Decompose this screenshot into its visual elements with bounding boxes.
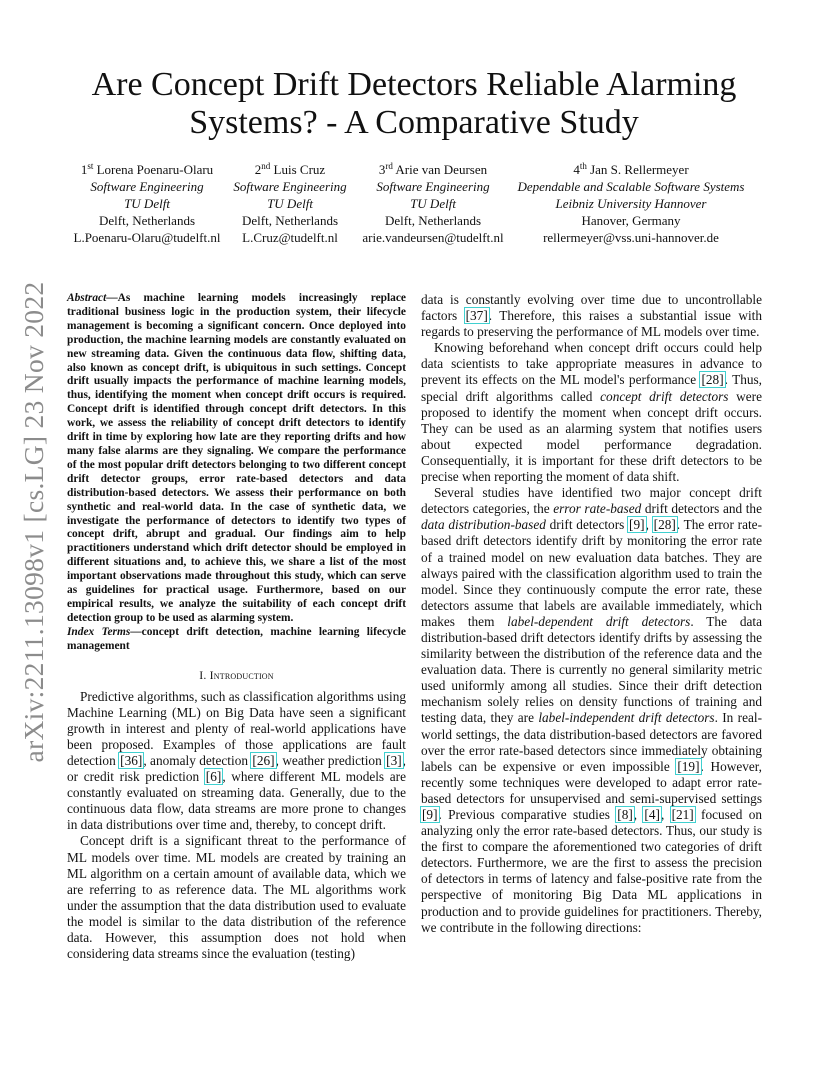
index-terms [67, 626, 406, 654]
author-block-3 [354, 161, 512, 246]
author-email: L.Poenaru-Olaru@tudelft.nl [73, 230, 221, 245]
right-column [421, 292, 762, 936]
index-terms-label: Index Terms [67, 625, 131, 638]
citation-link[interactable]: [21] [671, 807, 694, 822]
intro-paragraph-3: Knowing beforehand when concept drift occurs could help data scientists to take appropriate measures in advance to prevent its effects on the ML model's performance [28]. Thus, special drift algorithms called concept drift detectors were proposed to identify the moment when concept drift occurs. They can be used as an alarming system that notifies users about expected model performance degradation. Consequentially, it is important for these drift detectors to be precise when reporting the moment of data shift. [421, 340, 763, 485]
citation-link[interactable]: [36] [120, 752, 143, 768]
title-line-1: Are Concept Drift Detectors Reliable Alarming [91, 66, 737, 103]
intro-paragraph-1: Predictive algorithms, such as classification algorithms using Machine Learning (ML) on Big Data have seen a significant growth in interest and plenty of real-world applications have been proposed. Examples of those applications are fault detection [36], anomaly detection [26], weather prediction [3], or credit risk prediction [6], where different ML models are constantly evaluated on streaming data. Generally, due to the continuous data flow, data streams are more prone to changes in data distributions over time and, thereby, to concept drift. [67, 688, 406, 833]
author-name: 2nd Luis Cruz [254, 161, 326, 177]
citation-link[interactable]: [6] [205, 769, 222, 785]
citation-link[interactable]: [9] [422, 807, 438, 822]
author-institution: Leibniz University Hannover [555, 196, 707, 211]
author-email: arie.vandeursen@tudelft.nl [362, 230, 504, 245]
left-column [67, 292, 406, 962]
citation-link[interactable]: [3] [386, 752, 402, 768]
author-location: Hanover, Germany [581, 213, 681, 228]
intro-paragraph-4: Several studies have identified two major concept drift detectors categories, the error rate-based drift detectors and the data distribution-based drift detectors [9], [28]. The error rate-based drift detectors identify drift by monitoring the error rate of a trained model on new evaluation data batches. They are always paired with the classification algorithm used to train the model. Since they continuously compute the error rate, these detectors assume that labels are available immediately, which makes them label-dependent drift detectors. The data distribution-based drift detectors identify drifts by assessing the similarity between the distribution of the reference data and the evaluation data. There is currently no general similarity metric used uniformly among all studies. Since their drift detection mechanism solely relies on density functions of training and testing data, they are label-independent drift detectors. In real-world settings, the data distribution-based detectors are favored over the error rate-based detectors since immediately obtaining labels can be expensive or even impossible [19]. However, recently some techniques were developed to adapt error rate-based detectors for unsupervised and semi-supervised settings [9]. Previous comparative studies [8], [4], [21] focused on analyzing only the error rate-based detectors. Thus, our study is the first to compare the aforementioned two categories of drift detectors. Furthermore, we are the first to assess the precision of detectors in terms of latency and false-positive rate from the perspective of monitoring Big Data ML applications in production and to provide guidelines for practitioners. Thereby, we contribute in the following directions: [421, 485, 762, 935]
author-block-4 [508, 161, 754, 246]
citation-link[interactable]: [28] [653, 517, 676, 533]
author-institution: TU Delft [410, 196, 456, 211]
author-name: 4th Jan S. Rellermeyer [573, 161, 689, 177]
author-department: Dependable and Scalable Software Systems [517, 179, 745, 194]
abstract-text: —As machine learning models increasingly replace traditional business logic in the production system, their lifecycle management is becoming a significant concern. Once deployed into production, the machine learning models are constantly evaluated on new streaming data. Given the continuous data flow, shifting data, also known as concept drift, is ubiquitous in such settings. Concept drift usually impacts the performance of machine learning models, thus, identifying the moment when concept drift occurs is required. Concept drift is identified through concept drift detectors. In this work, we assess the reliability of concept drift detectors to identify drift in time by exploring how late are they reporting drifts and how many false alarms are they signaling. We compare the performance of the most popular drift detectors belonging to two different concept drift detector groups, error rate-based detectors and data distribution-based detectors. We assess their performance on both synthetic and real-world data. In the case of synthetic data, we investigate the performance of detectors to identify two types of concept drift, abrupt and gradual. Our findings aim to help practitioners understand which drift detector should be employed in different situations and, to achieve this, we share a list of the most important observations made throughout this study, which can serve as guidelines for practical usage. Furthermore, based on our empirical results, we analyze the suitability of each concept drift detection group to be used as alarming system. [67, 292, 406, 624]
title-line-2: Systems? - A Comparative Study [189, 104, 639, 141]
arxiv-watermark [14, 282, 54, 762]
author-email: rellermeyer@vss.uni-hannover.de [543, 230, 719, 245]
author-block-1 [59, 161, 235, 246]
abstract-label: Abstract [67, 292, 107, 304]
intro-paragraph-2: Concept drift is a significant threat to the performance of ML models over time. ML models are created by training an ML algorithm on a certain amount of available data, which we are referring to as reference data. The ML algorithms work under the assumption that the data distribution used to evaluate the model is similar to the data distribution of the reference data. However, this assumption does not hold when considering data streams since the evaluation (testing) [67, 833, 406, 962]
citation-link[interactable]: [19] [677, 758, 700, 774]
index-terms-text: —concept drift detection, machine learning lifecycle management [67, 625, 406, 652]
citation-link[interactable]: [8] [617, 807, 633, 822]
author-department: Software Engineering [90, 179, 204, 194]
author-name: 3rd Arie van Deursen [378, 161, 488, 177]
abstract [67, 292, 406, 626]
arxiv-id: arXiv:2211.13098v1 [cs.LG] 23 Nov 2022 [18, 281, 49, 763]
author-institution: TU Delft [124, 196, 170, 211]
citation-link[interactable]: [28] [701, 372, 724, 388]
author-location: Delft, Netherlands [384, 213, 482, 228]
citation-link[interactable]: [26] [252, 752, 275, 768]
citation-link[interactable]: [9] [629, 517, 645, 533]
author-department: Software Engineering [233, 179, 347, 194]
section-heading: I. Introduction [199, 667, 274, 682]
author-block-2 [230, 161, 350, 246]
intro-paragraph-2-continued: data is constantly evolving over time due to uncontrollable factors [37]. Therefore, this raises a substantial issue with regards to preserving the performance of ML models over time. [421, 292, 762, 340]
author-name: 1st Lorena Poenaru-Olaru [80, 161, 214, 177]
author-location: Delft, Netherlands [241, 213, 339, 228]
author-institution: TU Delft [267, 196, 313, 211]
author-department: Software Engineering [376, 179, 490, 194]
citation-link[interactable]: [37] [465, 308, 488, 324]
author-email: L.Cruz@tudelft.nl [242, 230, 338, 245]
citation-link[interactable]: [4] [644, 807, 660, 822]
paper-title [60, 66, 768, 142]
author-location: Delft, Netherlands [98, 213, 196, 228]
